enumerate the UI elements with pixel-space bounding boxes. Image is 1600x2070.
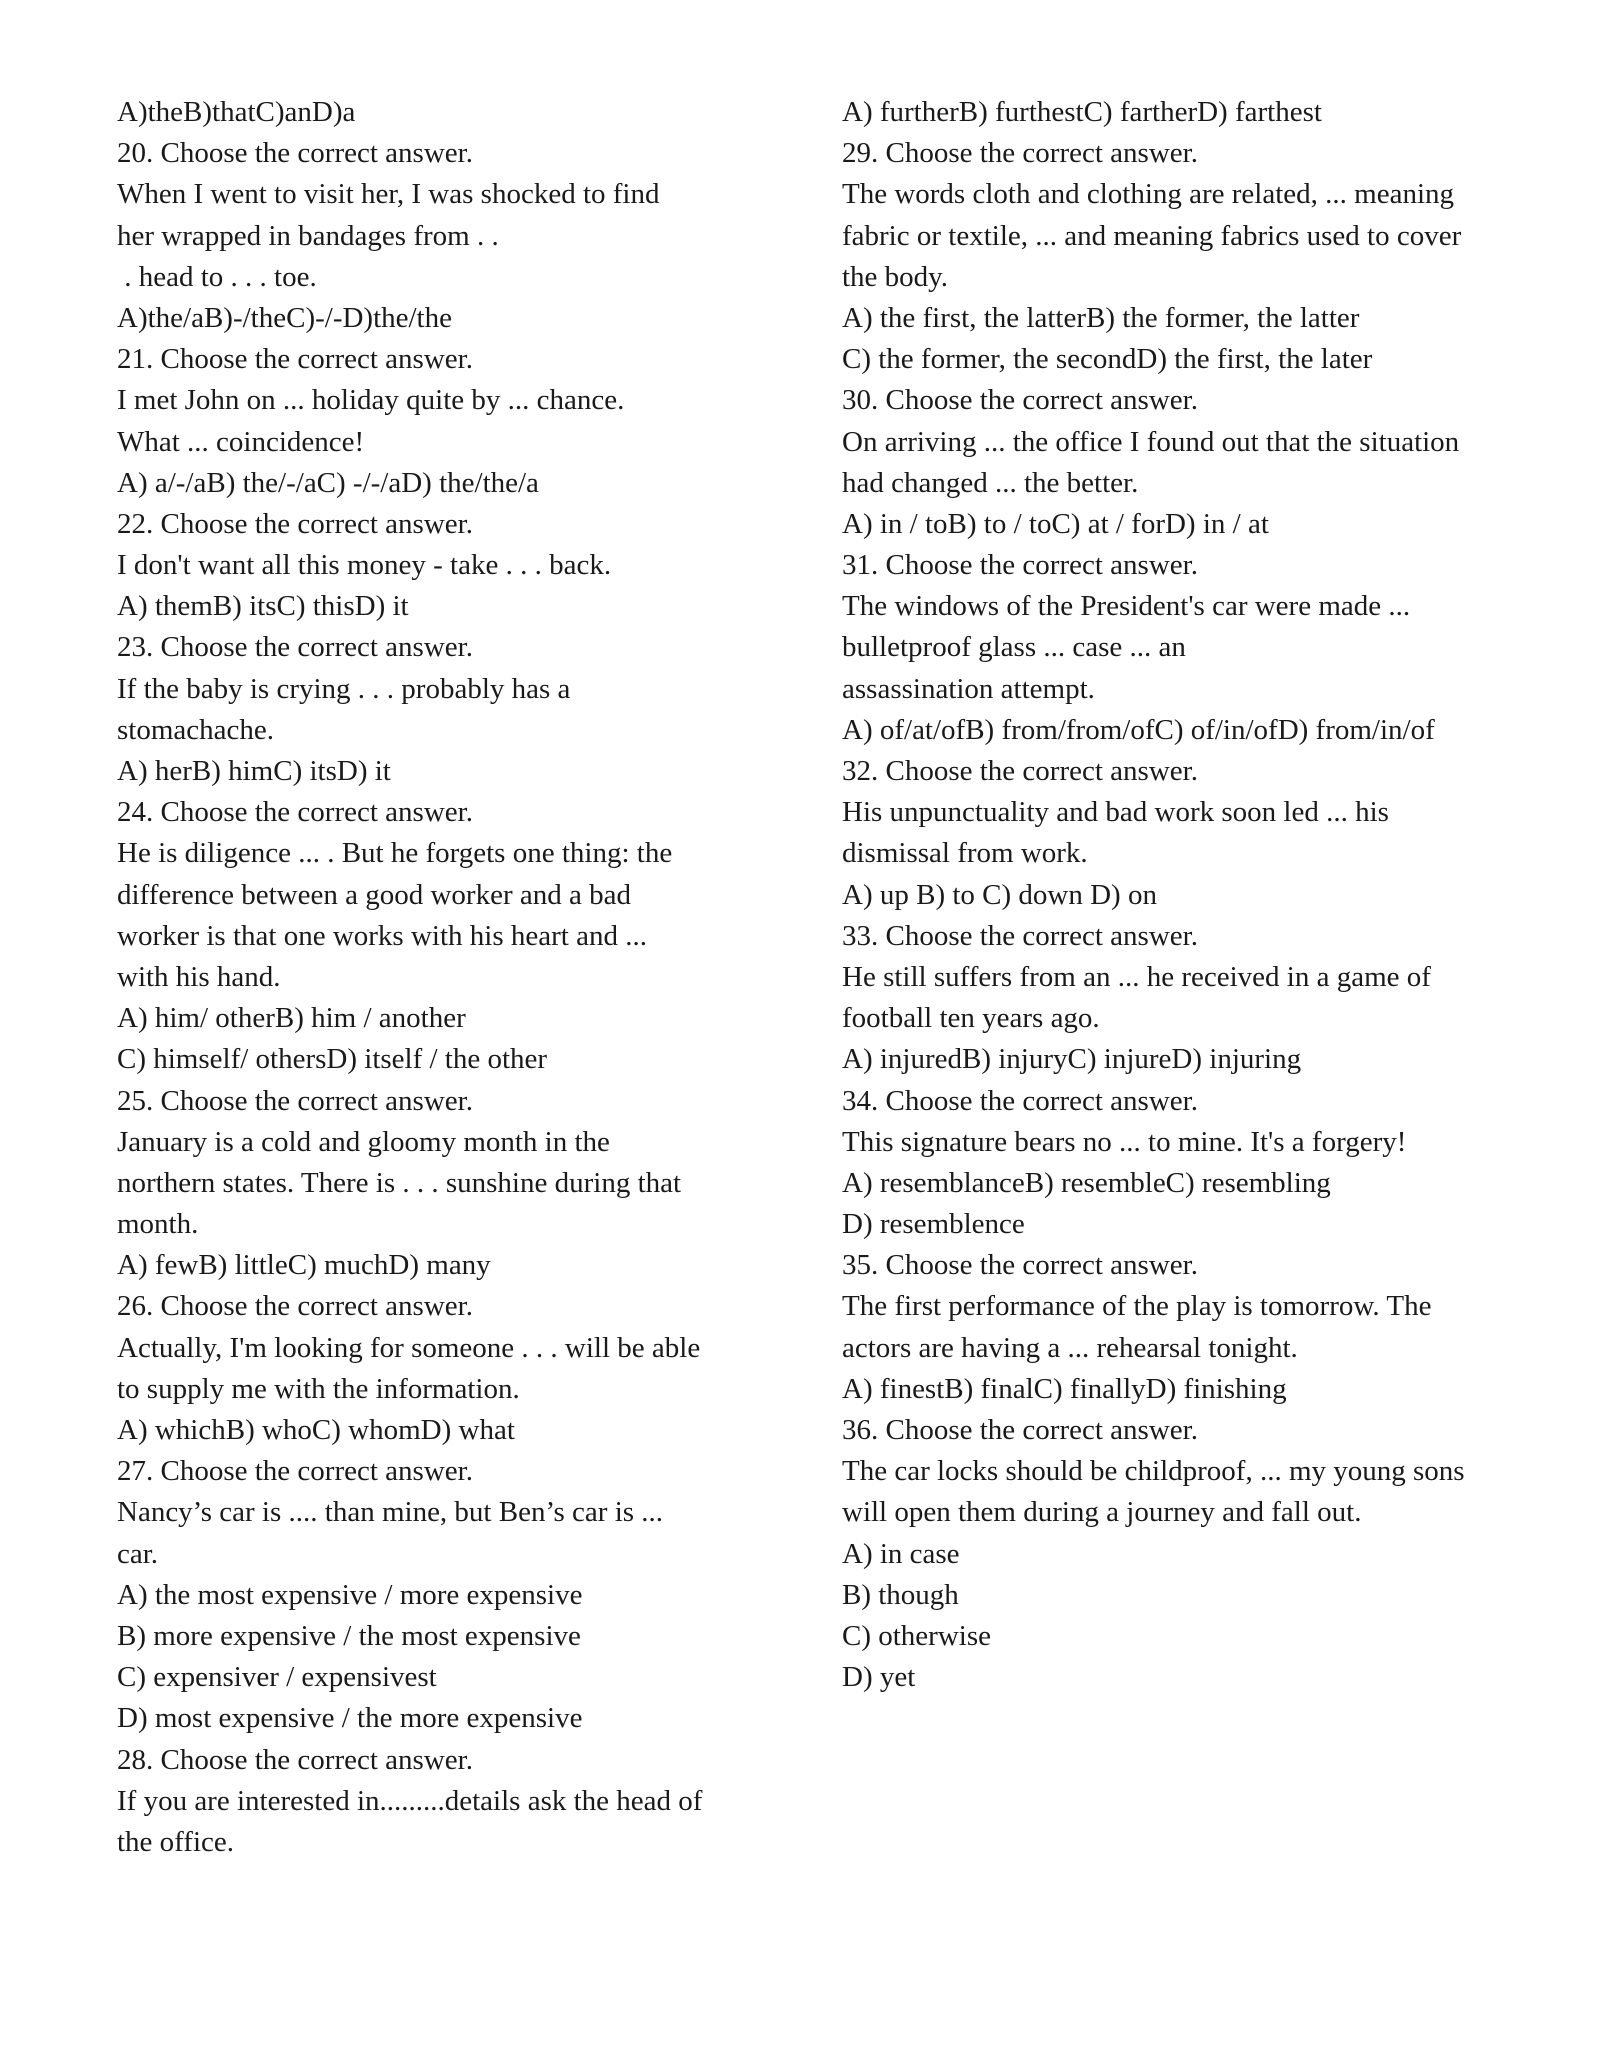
left-column-text-line: If you are interested in.........details ask the head of xyxy=(117,1784,703,1817)
left-column-text-line: 21. Choose the correct answer. xyxy=(117,343,473,376)
right-column-text-line: D) yet xyxy=(842,1661,916,1694)
left-column-text-line: 22. Choose the correct answer. xyxy=(117,507,473,540)
right-column-text-line: This signature bears no ... to mine. It's a forgery! xyxy=(842,1125,1407,1158)
left-column-text-line: When I went to visit her, I was shocked to find xyxy=(117,178,660,211)
left-column-text-line: D) most expensive / the more expensive xyxy=(117,1702,583,1735)
right-column-text-line: actors are having a ... rehearsal tonight. xyxy=(842,1331,1298,1364)
right-column-text-line: 36. Choose the correct answer. xyxy=(842,1414,1198,1446)
left-column-text-line: with his hand. xyxy=(117,960,281,993)
right-column-text-line: A) in case xyxy=(842,1537,960,1570)
left-column-text-line: 24. Choose the correct answer. xyxy=(117,796,473,829)
right-column-text-line: On arriving ... the office I found out that the situation xyxy=(842,425,1460,458)
right-column-text-line: C) otherwise xyxy=(842,1619,991,1652)
right-column-text-line: 30. Choose the correct answer. xyxy=(842,384,1198,417)
right-column-text-line: A) in / toB) to / toC) at / forD) in / at xyxy=(842,507,1269,540)
right-column-text-line: 33. Choose the correct answer. xyxy=(842,919,1198,952)
right-column-text-line: fabric or textile, ... and meaning fabrics used to cover xyxy=(842,219,1462,252)
left-column-text-line: C) himself/ othersD) itself / the other xyxy=(117,1043,548,1076)
left-column-text-line: B) more expensive / the most expensive xyxy=(117,1619,581,1652)
left-column-text-line: month. xyxy=(117,1208,199,1241)
right-column-text-line: The words cloth and clothing are related, ... meaning xyxy=(842,178,1455,211)
right-column xyxy=(842,92,1532,1698)
left-column-text-line: He is diligence ... . But he forgets one thing: the xyxy=(117,837,673,870)
right-column-text-line: B) though xyxy=(842,1578,959,1611)
left-column-text-line: If the baby is crying . . . probably has a xyxy=(117,672,571,705)
left-column-text-line: January is a cold and gloomy month in the xyxy=(117,1125,610,1158)
left-column xyxy=(117,92,767,1863)
left-column-text-line: A) fewB) littleC) muchD) many xyxy=(117,1249,491,1282)
left-column-text-line: 25. Choose the correct answer. xyxy=(117,1084,473,1117)
right-column-text-line: A) up B) to C) down D) on xyxy=(842,878,1157,911)
right-column-text-line: C) the former, the secondD) the first, the later xyxy=(842,343,1373,376)
right-column-text-line: D) resemblence xyxy=(842,1208,1025,1241)
right-column-text-line: The windows of the President's car were made ... xyxy=(842,590,1411,623)
left-column-text-line: A) herB) himC) itsD) it xyxy=(117,755,391,787)
left-column-text-line: 23. Choose the correct answer. xyxy=(117,631,473,664)
left-column-text-line: 28. Choose the correct answer. xyxy=(117,1743,473,1776)
left-column-text-line: I met John on ... holiday quite by ... chance. xyxy=(117,384,625,417)
left-column-text-line: northern states. There is . . . sunshine during that xyxy=(117,1166,682,1199)
left-column-text-line: to supply me with the information. xyxy=(117,1372,520,1405)
right-column-text-line: A) injuredB) injuryC) injureD) injuring xyxy=(842,1043,1302,1076)
right-column-text-line: His unpunctuality and bad work soon led ... his xyxy=(842,796,1389,829)
right-column-text-line: The first performance of the play is tomorrow. The xyxy=(842,1290,1432,1323)
left-column-text-line: car. xyxy=(117,1537,159,1570)
left-column-text-line: A)theB)thatC)anD)a xyxy=(117,96,356,128)
right-column-text-line: A) resemblanceB) resembleC) resembling xyxy=(842,1166,1331,1199)
right-column-text-line: A) finestB) finalC) finallyD) finishing xyxy=(842,1372,1287,1405)
left-column-text-line: the office. xyxy=(117,1825,235,1858)
left-column-text-line: C) expensiver / expensivest xyxy=(117,1661,437,1694)
left-column-text-line: A) whichB) whoC) whomD) what xyxy=(117,1414,515,1446)
left-column-text-line: Nancy’s car is .... than mine, but Ben’s car is ... xyxy=(117,1496,664,1529)
left-column-text-line: 27. Choose the correct answer. xyxy=(117,1455,473,1488)
right-column-text-line: The car locks should be childproof, ... my young sons xyxy=(842,1455,1465,1488)
right-column-text-line: assassination attempt. xyxy=(842,672,1095,705)
right-column-text-line: the body. xyxy=(842,260,949,293)
right-column-text-line: 35. Choose the correct answer. xyxy=(842,1249,1198,1282)
right-column-text-line: 32. Choose the correct answer. xyxy=(842,755,1198,787)
left-column-text-line: A) a/-/aB) the/-/aC) -/-/aD) the/the/a xyxy=(117,466,539,499)
left-column-text-line: . head to . . . toe. xyxy=(117,260,317,293)
left-column-text-line: What ... coincidence! xyxy=(117,425,365,458)
left-column-text-line: worker is that one works with his heart and ... xyxy=(117,919,647,952)
left-column-text-line: 20. Choose the correct answer. xyxy=(117,137,473,170)
right-column-text-line: 34. Choose the correct answer. xyxy=(842,1084,1198,1117)
left-column-text-line: A) him/ otherB) him / another xyxy=(117,1002,466,1035)
right-column-text-line: dismissal from work. xyxy=(842,837,1088,870)
left-column-text-line: A)the/aB)-/theC)-/-D)the/the xyxy=(117,301,452,334)
left-column-text-line: A) themB) itsC) thisD) it xyxy=(117,590,409,623)
right-column-text-line: He still suffers from an ... he received in a game of xyxy=(842,960,1431,993)
right-column-text-line: 29. Choose the correct answer. xyxy=(842,137,1198,170)
left-column-text-line: stomachache. xyxy=(117,713,275,746)
left-column-text-line: 26. Choose the correct answer. xyxy=(117,1290,473,1323)
right-column-text-line: had changed ... the better. xyxy=(842,466,1139,499)
right-column-text-line: bulletproof glass ... case ... an xyxy=(842,631,1186,664)
right-column-text-line: will open them during a journey and fall out. xyxy=(842,1496,1362,1529)
left-column-text-line: I don't want all this money - take . . . back. xyxy=(117,549,612,582)
right-column-text-line: A) the first, the latterB) the former, the latter xyxy=(842,301,1360,334)
left-column-text-line: difference between a good worker and a bad xyxy=(117,878,631,911)
right-column-text-line: football ten years ago. xyxy=(842,1002,1100,1035)
right-column-text-line: A) of/at/ofB) from/from/ofC) of/in/ofD) from/in/of xyxy=(842,713,1435,746)
right-column-text-line: A) furtherB) furthestC) fartherD) farthest xyxy=(842,96,1322,128)
left-column-text-line: Actually, I'm looking for someone . . . will be able xyxy=(117,1331,701,1364)
right-column-text-line: 31. Choose the correct answer. xyxy=(842,549,1198,582)
left-column-text-line: her wrapped in bandages from . . xyxy=(117,219,499,252)
left-column-text-line: A) the most expensive / more expensive xyxy=(117,1578,583,1611)
